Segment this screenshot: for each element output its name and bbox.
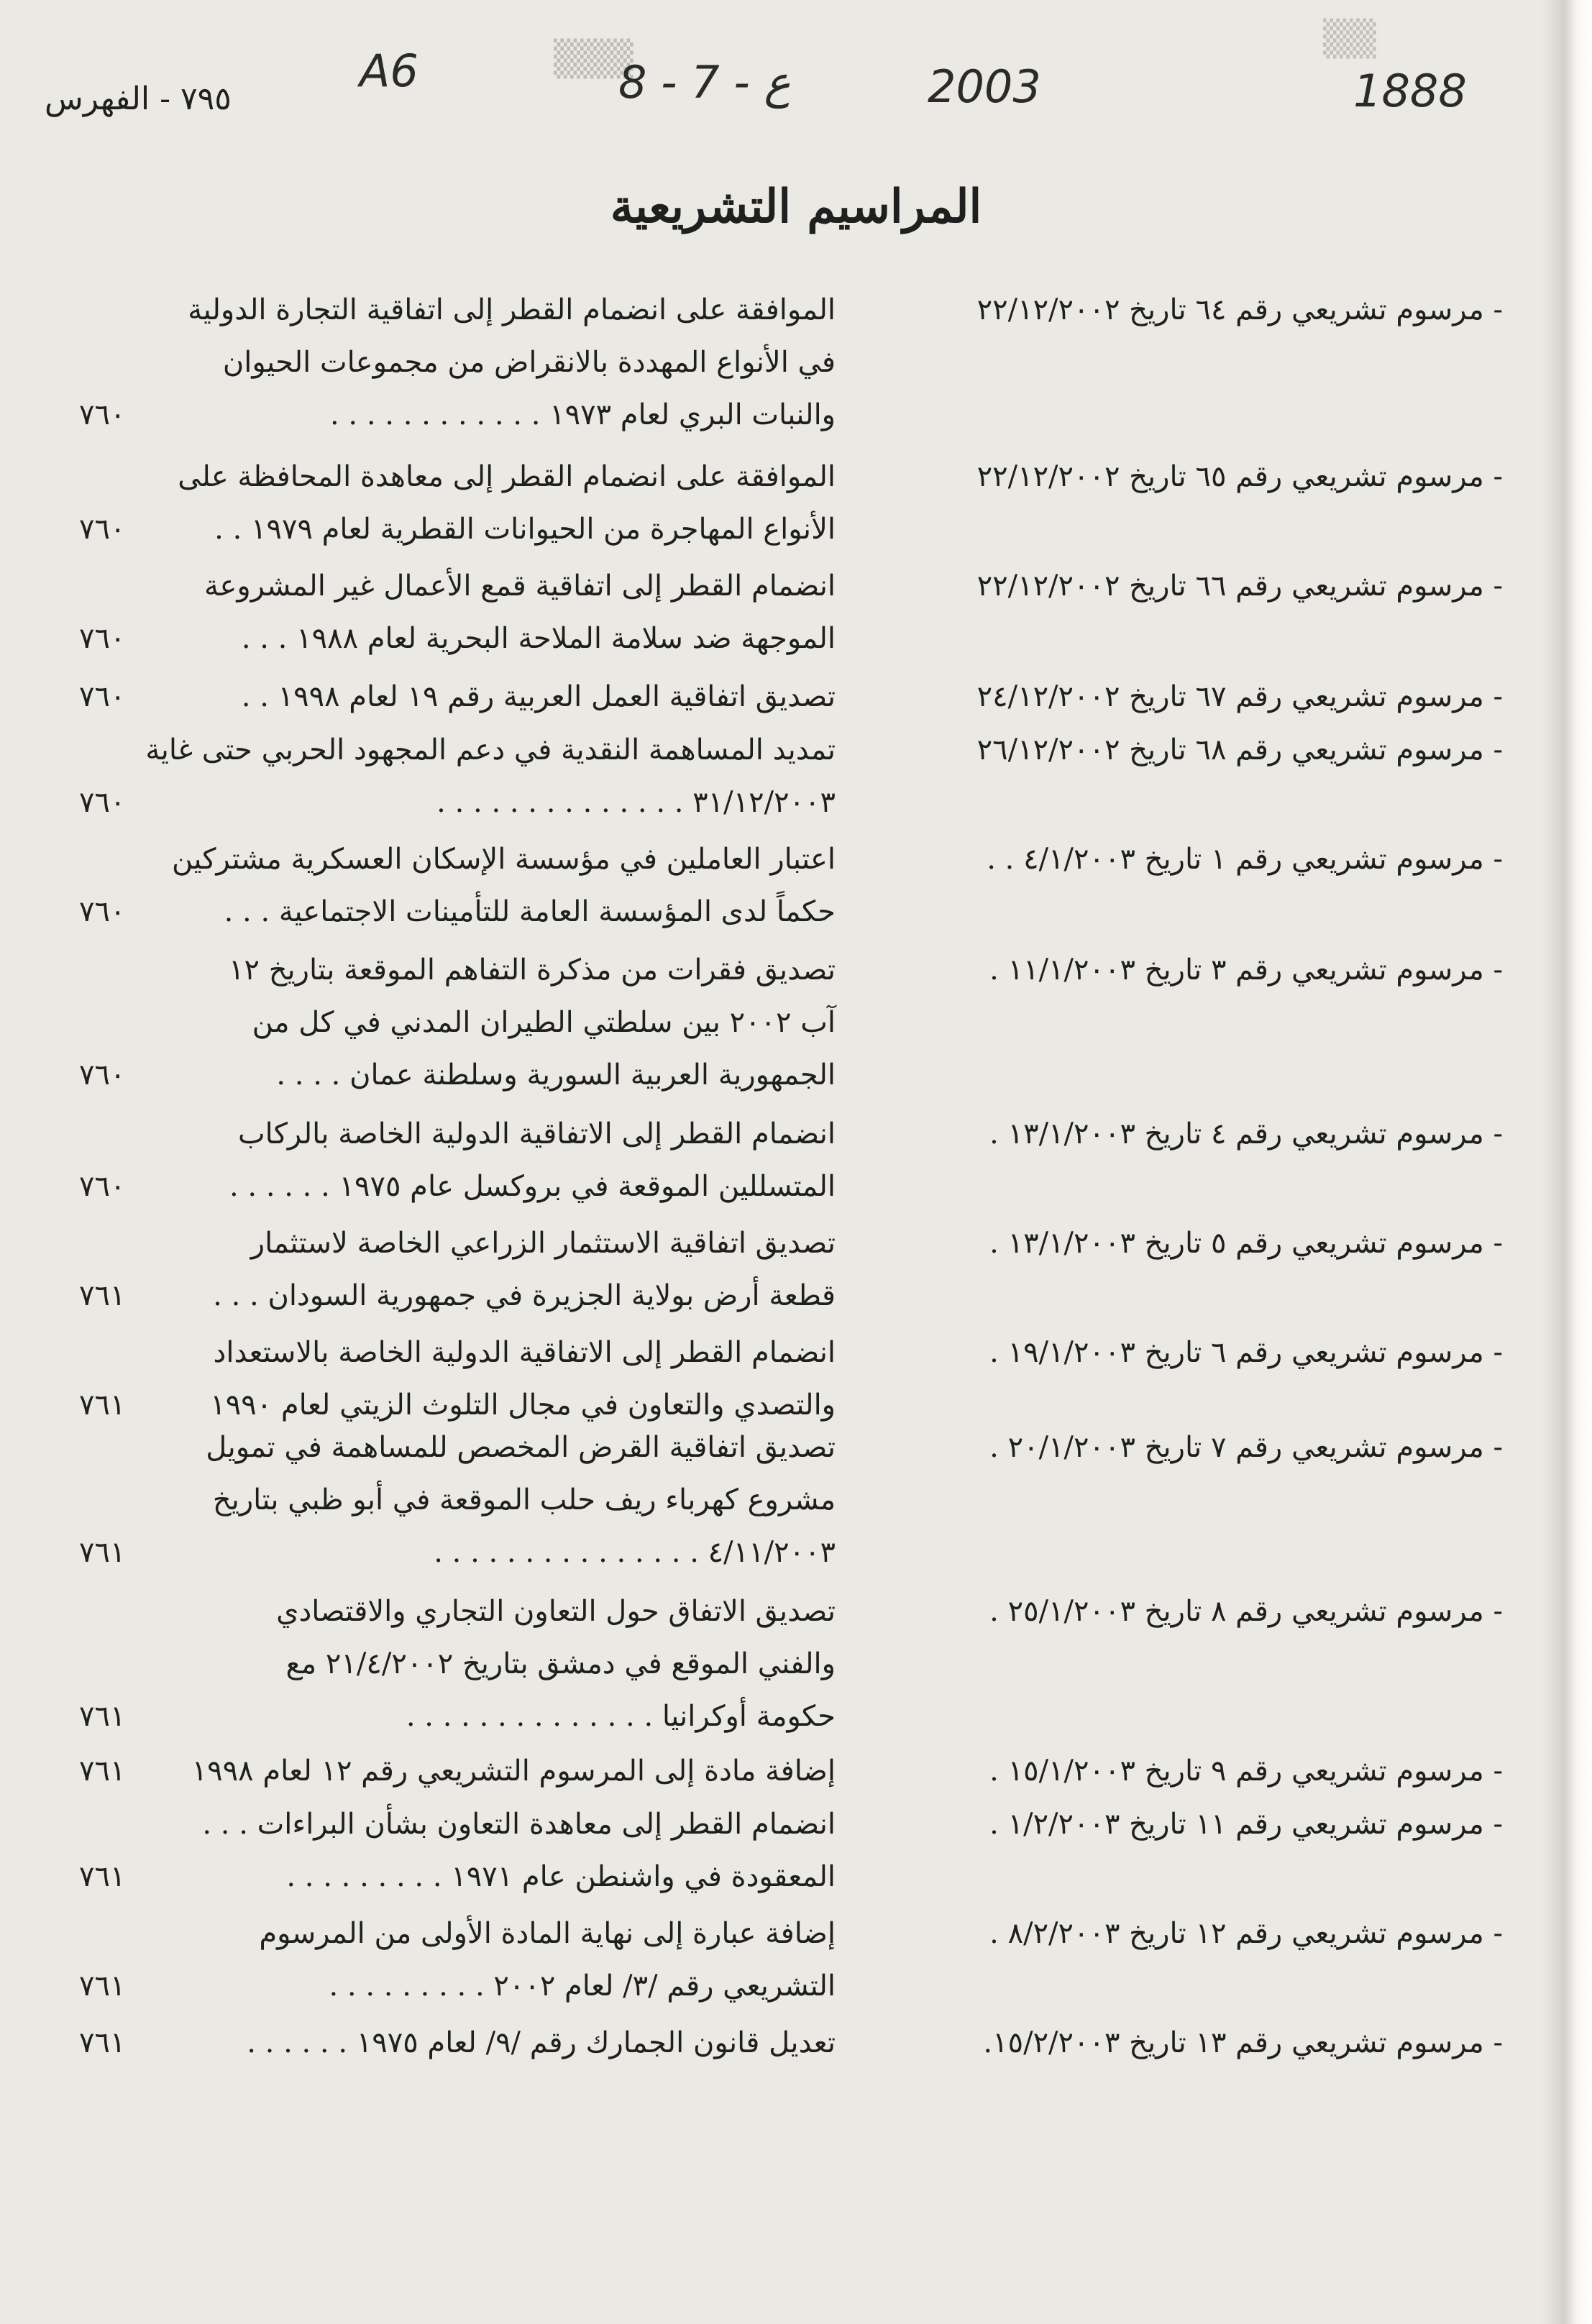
handwritten-code: A6 [360,45,418,97]
bleed-through-mark: ▒▒▒ [554,39,633,79]
decree-reference: - مرسوم تشريعي رقم ٦٦ تاريخ ٢٢/١٢/٢٠٠٢ [976,569,1503,603]
decree-subject-line: الموجهة ضد سلامة الملاحة البحرية لعام ١٩٨٨ . . . [241,622,836,655]
decree-subject-line: تعديل قانون الجمارك رقم /٩/ لعام ١٩٧٥ . . . . . . [247,2026,836,2059]
decree-subject-line: مشروع كهرباء ريف حلب الموقعة في أبو ظبي بتاريخ [212,1483,836,1516]
book-binding-edge [1542,0,1592,2324]
decree-subject-line: والفني الموقع في دمشق بتاريخ ٢١/٤/٢٠٠٢ مع [285,1647,836,1680]
page-number: ٧٦٠ [79,1170,126,1203]
decree-subject-line: الموافقة على انضمام القطر إلى معاهدة المحافظة على [178,460,836,493]
decree-subject-line: المعقودة في واشنطن عام ١٩٧١ . . . . . . . . . [286,1860,836,1893]
page-number: ٧٦١ [79,1700,126,1733]
decree-subject-line: الجمهورية العربية السورية وسلطنة عمان . . . . [276,1058,836,1092]
page-number: ٧٦١ [79,2026,126,2059]
decree-subject-line: قطعة أرض بولاية الجزيرة في جمهورية السودان . . . [213,1279,836,1312]
page-number: ٧٦١ [79,1536,126,1569]
decree-subject-line: تصديق اتفاقية العمل العربية رقم ١٩ لعام ١٩٩٨ . . [241,680,836,713]
decree-reference: - مرسوم تشريعي رقم ٩ تاريخ ١٥/١/٢٠٠٣ . [989,1755,1503,1788]
decree-subject-line: انضمام القطر إلى معاهدة التعاون بشأن البراءات . . . [202,1808,836,1841]
decree-reference: - مرسوم تشريعي رقم ٥ تاريخ ١٣/١/٢٠٠٣ . [989,1227,1503,1260]
page-number: ٧٦١ [79,1389,126,1422]
decree-subject-line: انضمام القطر إلى اتفاقية قمع الأعمال غير المشروعة [204,569,836,603]
decree-reference: - مرسوم تشريعي رقم ٦٤ تاريخ ٢٢/١٢/٢٠٠٢ [976,293,1503,326]
decree-reference: - مرسوم تشريعي رقم ٦ تاريخ ١٩/١/٢٠٠٣ . [989,1336,1503,1369]
decree-subject-line: ٣١/١٢/٢٠٠٣ . . . . . . . . . . . . . . [436,786,836,819]
page-number: ٧٦٠ [79,398,126,431]
decree-reference: - مرسوم تشريعي رقم ١٣ تاريخ ١٥/٢/٢٠٠٣. [983,2026,1503,2059]
running-header: ٧٩٥ - الفهرس [45,81,232,117]
decree-reference: - مرسوم تشريعي رقم ١ تاريخ ٤/١/٢٠٠٣ . . [987,843,1503,876]
decree-subject-line: إضافة عبارة إلى نهاية المادة الأولى من المرسوم [259,1917,836,1950]
decree-subject-line: تصديق اتفاقية القرض المخصص للمساهمة في تمويل [206,1431,836,1464]
decree-subject-line: تصديق الاتفاق حول التعاون التجاري والاقتصادي [276,1595,836,1628]
decree-subject-line: الأنواع المهاجرة من الحيوانات القطرية لعام ١٩٧٩ . . [214,513,836,546]
decree-reference: - مرسوم تشريعي رقم ٦٨ تاريخ ٢٦/١٢/٢٠٠٢ [976,733,1503,767]
page-number: ٧٦١ [79,1279,126,1312]
decree-subject-line: تصديق فقرات من مذكرة التفاهم الموقعة بتاريخ ١٢ [229,953,836,987]
decree-reference: - مرسوم تشريعي رقم ٣ تاريخ ١١/١/٢٠٠٣ . [989,953,1503,987]
section-title: المراسيم التشريعية [610,180,982,234]
decree-reference: - مرسوم تشريعي رقم ١١ تاريخ ١/٢/٢٠٠٣ . [989,1808,1503,1841]
decree-reference: - مرسوم تشريعي رقم ٦٧ تاريخ ٢٤/١٢/٢٠٠٢ [976,680,1503,713]
decree-subject-line: في الأنواع المهددة بالانقراض من مجموعات الحيوان [222,346,836,379]
decree-subject-line: الموافقة على انضمام القطر إلى اتفاقية التجارة الدولية [188,293,836,326]
decree-reference: - مرسوم تشريعي رقم ٧ تاريخ ٢٠/١/٢٠٠٣ . [989,1431,1503,1464]
decree-reference: - مرسوم تشريعي رقم ٤ تاريخ ١٣/١/٢٠٠٣ . [989,1117,1503,1150]
decree-subject-line: حكماً لدى المؤسسة العامة للتأمينات الاجتماعية . . . [224,895,836,928]
decree-subject-line: التشريعي رقم /٣/ لعام ٢٠٠٢ . . . . . . . . . [329,1970,836,2003]
bleed-through-mark-right: ▒▒ [1323,19,1376,59]
decree-subject-line: انضمام القطر إلى الاتفاقية الدولية الخاصة بالركاب [238,1117,836,1150]
decree-subject-line: تمديد المساهمة النقدية في دعم المجهود الحربي حتى غاية [145,733,836,767]
page-number: ٧٦٠ [79,513,126,546]
decree-subject-line: حكومة أوكرانيا . . . . . . . . . . . . . . [406,1700,836,1733]
decree-subject-line: المتسللين الموقعة في بروكسل عام ١٩٧٥ . . . . . . [229,1170,836,1203]
decree-subject-line: اعتبار العاملين في مؤسسة الإسكان العسكرية مشتركين [171,843,836,876]
decree-subject-line: والنبات البري لعام ١٩٧٣ . . . . . . . . . . . . [329,398,836,431]
handwritten-date: 8 - 7 - ع [618,56,791,109]
decree-subject-line: انضمام القطر إلى الاتفاقية الدولية الخاصة بالاستعداد [213,1336,836,1369]
decree-subject-line: إضافة مادة إلى المرسوم التشريعي رقم ١٢ لعام ١٩٩٨ [191,1755,836,1788]
decree-reference: - مرسوم تشريعي رقم ٨ تاريخ ٢٥/١/٢٠٠٣ . [989,1595,1503,1628]
handwritten-year: 2003 [928,60,1041,113]
page-number: ٧٦١ [79,1755,126,1788]
page-number: ٧٦١ [79,1970,126,2003]
page-number: ٧٦٠ [79,895,126,928]
page-number: ٧٦٠ [79,622,126,655]
page-number: ٧٦٠ [79,680,126,713]
decree-subject-line: تصديق اتفاقية الاستثمار الزراعي الخاصة لاستثمار [250,1227,836,1260]
decree-reference: - مرسوم تشريعي رقم ١٢ تاريخ ٨/٢/٢٠٠٣ . [989,1917,1503,1950]
decree-subject-line: ٤/١١/٢٠٠٣ . . . . . . . . . . . . . . . [434,1536,836,1569]
handwritten-number: 1888 [1353,65,1467,117]
decree-subject-line: والتصدي والتعاون في مجال التلوث الزيتي لعام ١٩٩٠ [210,1389,836,1422]
page-number: ٧٦٠ [79,786,126,819]
decree-reference: - مرسوم تشريعي رقم ٦٥ تاريخ ٢٢/١٢/٢٠٠٢ [976,460,1503,493]
page-number: ٧٦٠ [79,1058,126,1092]
decree-subject-line: آب ٢٠٠٢ بين سلطتي الطيران المدني في كل من [252,1006,836,1039]
page-number: ٧٦١ [79,1860,126,1893]
